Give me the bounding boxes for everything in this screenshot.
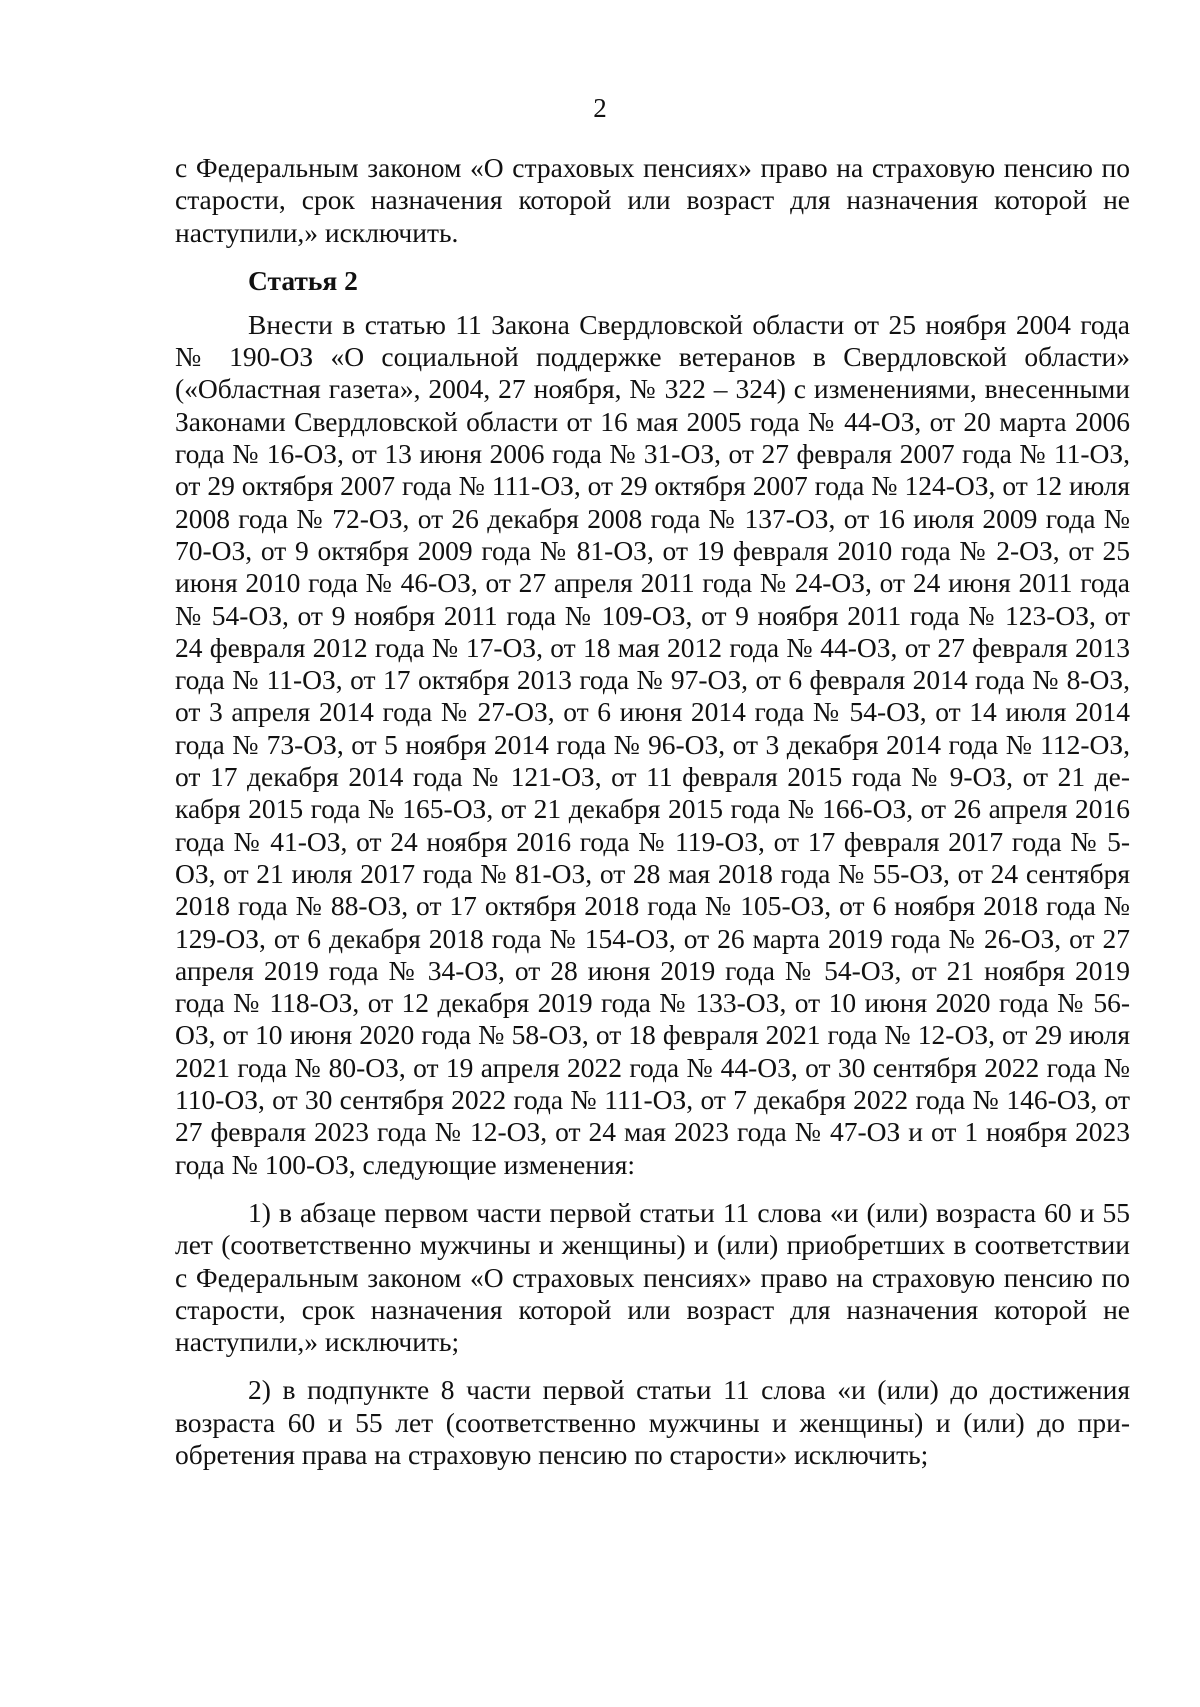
page-number: 2 <box>593 93 607 123</box>
main-paragraph: Внести в статью 11 Закона Свердловской области от 25 ноября 2004 года № 190-ОЗ «О социальной поддержке ветеранов в Свердловской области» («Областная газета», 2004, 27 ноября, № 322 – 324) с изменениями, внесенными Законами Свердловской области от 16 мая 2005 года № 44-ОЗ, от 20 марта 2006 года № 16-ОЗ, от 13 июня 2006 года № 31-ОЗ, от 27 февраля 2007 года № 11-ОЗ, от 29 октября 2007 года № 111-ОЗ, от 29 октября 2007 года № 124-ОЗ, от 12 июля 2008 года № 72-ОЗ, от 26 декабря 2008 года № 137-ОЗ, от 16 июля 2009 года № 70-ОЗ, от 9 октября 2009 года № 81-ОЗ, от 19 февраля 2010 года № 2-ОЗ, от 25 июня 2010 года № 46-ОЗ, от 27 апреля 2011 года № 24-ОЗ, от 24 июня 2011 года № 54-ОЗ, от 9 ноября 2011 года № 109-ОЗ, от 9 ноября 2011 года № 123-ОЗ, от 24 февраля 2012 года № 17-ОЗ, от 18 мая 2012 года № 44-ОЗ, от 27 февраля 2013 года № 11-ОЗ, от 17 октября 2013 года № 97-ОЗ, от 6 февраля 2014 года № 8-ОЗ, от 3 апреля 2014 года № 27-ОЗ, от 6 июня 2014 года № 54-ОЗ, от 14 июля 2014 года № 73-ОЗ, от 5 ноября 2014 года № 96-ОЗ, от 3 декабря 2014 года № 112-ОЗ, от 17 декабря 2014 года № 121-ОЗ, от 11 февраля 2015 года № 9-ОЗ, от 21 декабря 2015 года № 165-ОЗ, от 21 декабря 2015 года № 166-ОЗ, от 26 апреля 2016 года № 41-ОЗ, от 24 ноября 2016 года № 119-ОЗ, от 17 февраля 2017 года № 5-ОЗ, от 21 июля 2017 года № 81-ОЗ, от 28 мая 2018 года № 55-ОЗ, от 24 сентября 2018 года № 88-ОЗ, от 17 октября 2018 года № 105-ОЗ, от 6 ноября 2018 года № 129-ОЗ, от 6 декабря 2018 года № 154-ОЗ, от 26 марта 2019 года № 26-ОЗ, от 27 апреля 2019 года № 34-ОЗ, от 28 июня 2019 года № 54-ОЗ, от 21 ноября 2019 года № 118-ОЗ, от 12 декабря 2019 года № 133-ОЗ, от 10 июня 2020 года № 56-ОЗ, от 10 июня 2020 года № 58-ОЗ, от 18 февраля 2021 года № 12-ОЗ, от 29 июля 2021 года № 80-ОЗ, от 19 апреля 2022 года № 44-ОЗ, от 30 сентября 2022 года № 110-ОЗ, от 30 сентября 2022 года № 111-ОЗ, от 7 декабря 2022 года № 146-ОЗ, от 27 февраля 2023 года № 12-ОЗ, от 24 мая 2023 года № 47-ОЗ и от 1 ноября 2023 года № 100-ОЗ, следующие изменения: <box>175 308 1130 1180</box>
document-body <box>175 152 1130 1471</box>
amendment-item-1: 1) в абзаце первом части первой статьи 11 слова «и (или) возраста 60 и 55 лет (соответственно мужчины и женщины) и (или) приобретших в соответствии с Федеральным законом «О страховых пенсиях» право на страховую пенсию по старости, срок назначения которой или возраст для назначения которой не наступили,» исключить; <box>175 1196 1130 1358</box>
article-heading: Статья 2 <box>248 264 358 296</box>
intro-paragraph: с Федеральным законом «О страховых пенсиях» право на страховую пенсию по старости, срок назначения которой или возраст для назначения которой не наступили,» исключить. <box>175 152 1130 248</box>
amendment-item-2: 2) в подпункте 8 части первой статьи 11 слова «и (или) до достижения возраста 60 и 55 лет (соответственно мужчины и женщины) и (или) до приобретения права на страховую пенсию по старости» исключить; <box>175 1374 1130 1470</box>
